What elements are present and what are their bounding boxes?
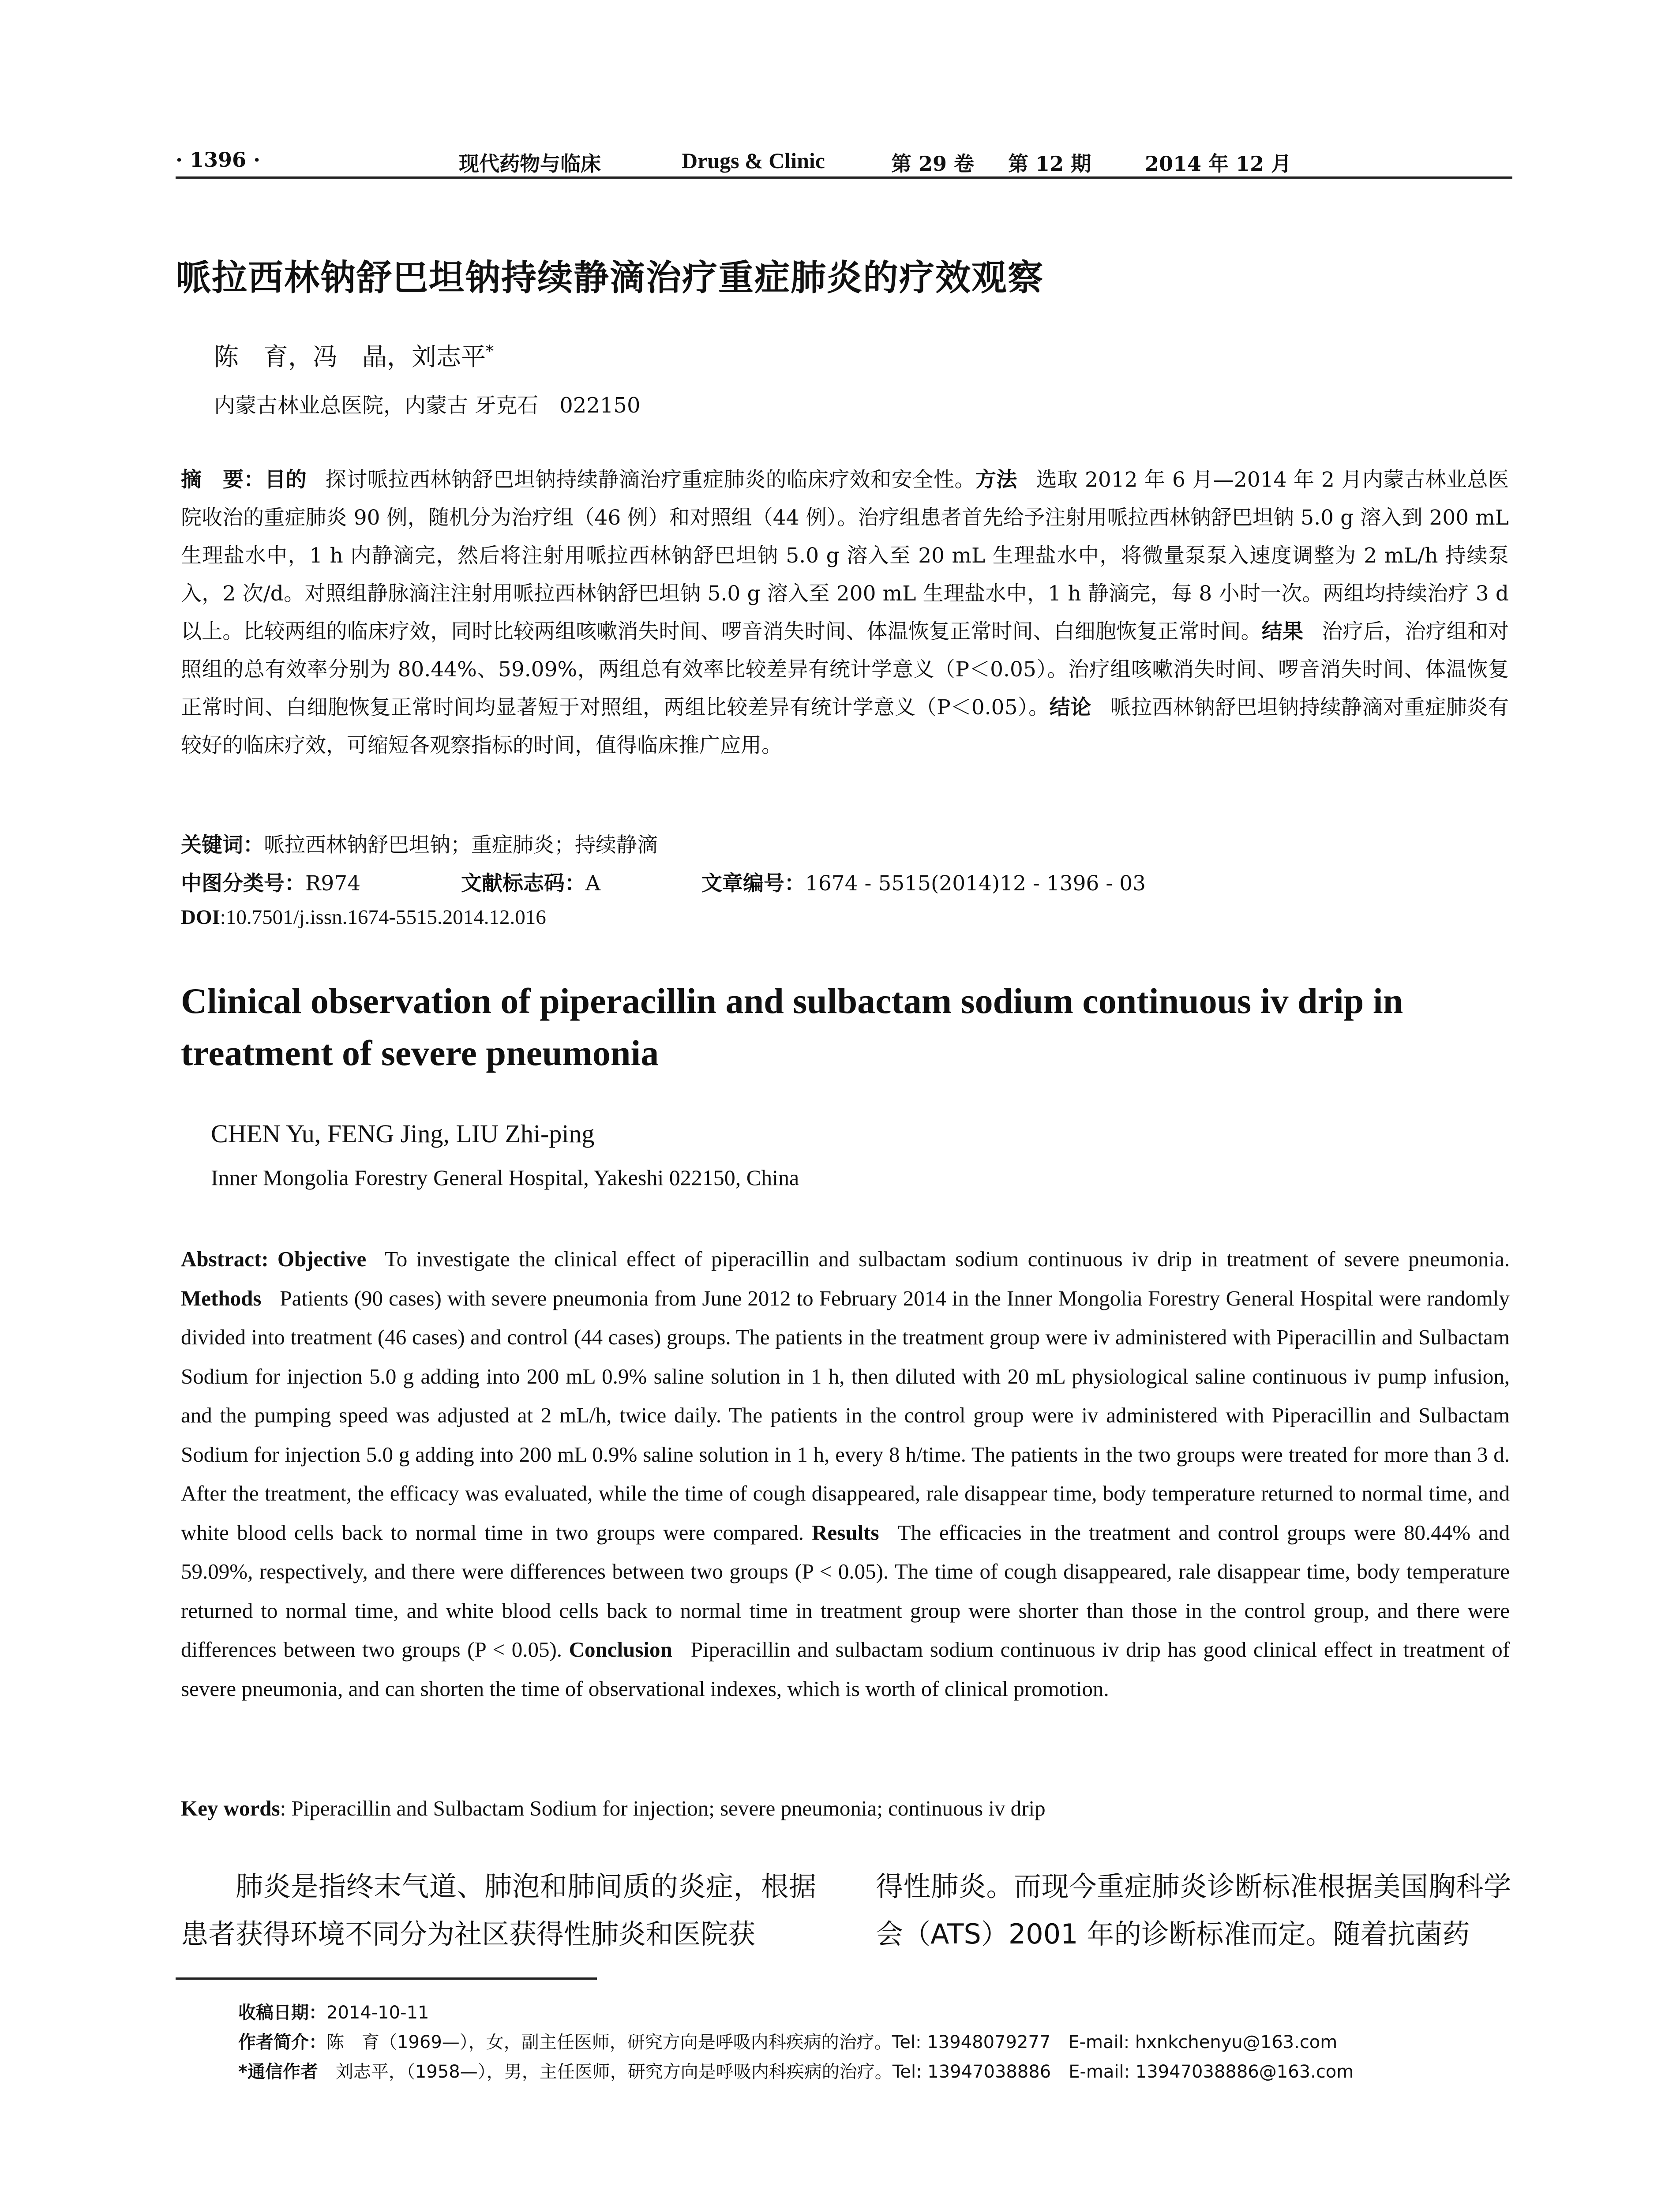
page-number: · 1396 ·	[176, 148, 261, 172]
clc-label: 中图分类号：	[181, 871, 305, 896]
corresponding-info: 刘志平，（1958—），男，主任医师，研究方向是呼吸内科疾病的治疗。Tel: 13947038886 E-mail: 13947038886@163.com	[318, 2062, 1354, 2082]
objective-label-cn: 目的	[265, 468, 307, 492]
abstract-label-en: Abstract: Objective	[181, 1247, 367, 1271]
footnote-received	[238, 1999, 429, 2024]
clc-value: R974	[305, 871, 361, 896]
body-column-left	[181, 1863, 816, 1958]
doc-code	[461, 867, 600, 897]
keywords-text-cn: 哌拉西林钠舒巴坦钠；重症肺炎；持续静滴	[264, 833, 658, 857]
abstract-cn	[181, 461, 1509, 765]
journal-name-cn: 现代药物与临床	[459, 152, 601, 176]
body-paragraph: 肺炎是指终末气道、肺泡和肺间质的炎症，根据患者获得环境不同分为社区获得性肺炎和医院获	[181, 1870, 816, 1950]
keywords-text-en: : Piperacillin and Sulbactam Sodium for injection; severe pneumonia; continuous iv drip	[280, 1796, 1046, 1820]
methods-text-en: Patients (90 cases) with severe pneumonia from June 2012 to February 2014 in the Inner Mongolia Forestry General Hospital were randomly divided into treatment (46 cases) and control (44 cases) groups. The patients in the treatment group were iv administered with Piperacillin and Sulbactam Sodium for injection 5.0 g adding into 200 mL 0.9% saline solution in 1 h, then diluted with 20 mL physiological saline continuous iv pump infusion, and the pumping speed was adjusted at 2 mL/h, twice daily. The patients in the control group were iv administered with Piperacillin and Sulbactam Sodium for injection 5.0 g adding into 200 mL 0.9% saline solution in 1 h, every 8 h/time. The patients in the two groups were treated for more than 3 d. After the treatment, the efficacy was evaluated, while the time of cough disappeared, rale disappear time, body temperature returned to normal time, and white blood cells back to normal time in two groups were compared.	[181, 1286, 1510, 1545]
methods-text-cn: 选取 2012 年 6 月—2014 年 2 月内蒙古林业总医院收治的重症肺炎 90 例，随机分为治疗组（46 例）和对照组（44 例）。治疗组患者首先给予注射用哌拉西林钠舒巴坦钠 5.0 g 溶入到 200 mL 生理盐水中，1 h 内静滴完，然后将注射用哌拉西林钠舒巴坦钠 5.0 g 溶入至 20 mL 生理盐水中，将微量泵泵入速度调整为 2 mL/h 持续泵入，2 次/d。对照组静脉滴注注射用哌拉西林钠舒巴坦钠 5.0 g 溶入至 200 mL 生理盐水中，1 h 静滴完，每 8 小时一次。两组均持续治疗 3 d 以上。比较两组的临床疗效，同时比较两组咳嗽消失时间、啰音消失时间、体温恢复正常时间、白细胞恢复正常时间。	[181, 468, 1509, 644]
conclusion-text-cn: 哌拉西林钠舒巴坦钠持续静滴对重症肺炎有较好的临床疗效，可缩短各观察指标的时间，值得临床推广应用。	[181, 695, 1509, 758]
received-label: 收稿日期：	[238, 2003, 326, 2023]
keywords-label-en: Key words	[181, 1796, 280, 1820]
affiliation-cn: 内蒙古林业总医院，内蒙古 牙克石 022150	[214, 393, 641, 418]
footnote-author	[238, 2028, 1337, 2053]
keywords-label-cn: 关键词：	[181, 833, 264, 857]
conclusion-label-cn: 结论	[1049, 695, 1091, 720]
objective-text-cn: 探讨哌拉西林钠舒巴坦钠持续静滴治疗重症肺炎的临床疗效和安全性。	[325, 468, 975, 492]
journal-date: 2014 年 12 月	[1145, 152, 1292, 176]
corresponding-label: *通信作者	[238, 2062, 318, 2082]
conclusion-text-en: Piperacillin and sulbactam sodium continuous iv drip has good clinical effect in treatment of severe pneumonia, and can shorten the time of observational indexes, which is worth of clinical promotion.	[181, 1637, 1510, 1701]
journal-volume: 第 29 卷	[891, 152, 975, 176]
objective-text-en: To investigate the clinical effect of piperacillin and sulbactam sodium continuous iv drip in treatment of severe pneumonia.	[385, 1247, 1510, 1271]
journal-name-en: Drugs & Clinic	[682, 148, 825, 173]
keywords-cn	[181, 829, 658, 858]
article-number	[701, 867, 1146, 897]
articleno-label: 文章编号：	[701, 871, 805, 896]
classification-line	[181, 867, 360, 897]
body-paragraph: 得性肺炎。而现今重症肺炎诊断标准根据美国胸科学会（ATS）2001 年的诊断标准而定。随着抗菌药	[876, 1870, 1511, 1950]
authors-cn: 陈 育，冯 晶，刘志平*	[214, 342, 494, 371]
conclusion-label-en: Conclusion	[569, 1637, 672, 1662]
doi-value: :10.7501/j.issn.1674-5515.2014.12.016	[220, 906, 546, 929]
results-label-en: Results	[812, 1520, 879, 1545]
doi	[181, 905, 546, 929]
methods-label-cn: 方法	[975, 468, 1017, 492]
articleno-value: 1674 - 5515(2014)12 - 1396 - 03	[805, 871, 1146, 896]
abstract-en	[181, 1240, 1510, 1708]
keywords-en	[181, 1796, 1046, 1821]
results-text-cn: 治疗后，治疗组和对照组的总有效率分别为 80.44%、59.09%，两组总有效率比较差异有统计学意义（P＜0.05）。治疗组咳嗽消失时间、啰音消失时间、体温恢复正常时间、白细胞恢复正常时间均显著短于对照组，两组比较差异有统计学意义（P＜0.05）。	[181, 619, 1509, 720]
footnote-corresponding	[238, 2058, 1354, 2083]
journal-issue: 第 12 期	[1008, 152, 1091, 176]
results-text-en: The efficacies in the treatment and control groups were 80.44% and 59.09%, respectively, and there were differences between two groups (P < 0.05). The time of cough disappeared, rale disappear time, body temperature returned to normal time, and white blood cells back to normal time in treatment group were shorter than those in the control group, and there were differences between two groups (P < 0.05).	[181, 1520, 1510, 1662]
doccode-label: 文献标志码：	[461, 871, 585, 896]
footnote-rule	[176, 1977, 597, 1980]
received-date: 2014-10-11	[326, 2003, 429, 2023]
header-rule	[176, 176, 1512, 179]
abstract-label-cn: 摘 要：	[181, 468, 265, 492]
results-label-cn: 结果	[1261, 619, 1304, 644]
body-column-right	[876, 1863, 1511, 1958]
article-title-en: Clinical observation of piperacillin and sulbactam sodium continuous iv drip in treatment of severe pneumonia	[181, 981, 1403, 1073]
article-title-cn: 哌拉西林钠舒巴坦钠持续静滴治疗重症肺炎的疗效观察	[176, 257, 1044, 298]
author-info: 陈 育（1969—），女，副主任医师，研究方向是呼吸内科疾病的治疗。Tel: 13948079277 E-mail: hxnkchenyu@163.com	[326, 2032, 1338, 2052]
doccode-value: A	[585, 871, 600, 896]
affiliation-en: Inner Mongolia Forestry General Hospital, Yakeshi 022150, China	[211, 1165, 799, 1190]
doi-label: DOI	[181, 906, 220, 929]
methods-label-en: Methods	[181, 1286, 262, 1310]
authors-en: CHEN Yu, FENG Jing, LIU Zhi-ping	[211, 1119, 595, 1148]
author-info-label: 作者简介：	[238, 2032, 326, 2052]
